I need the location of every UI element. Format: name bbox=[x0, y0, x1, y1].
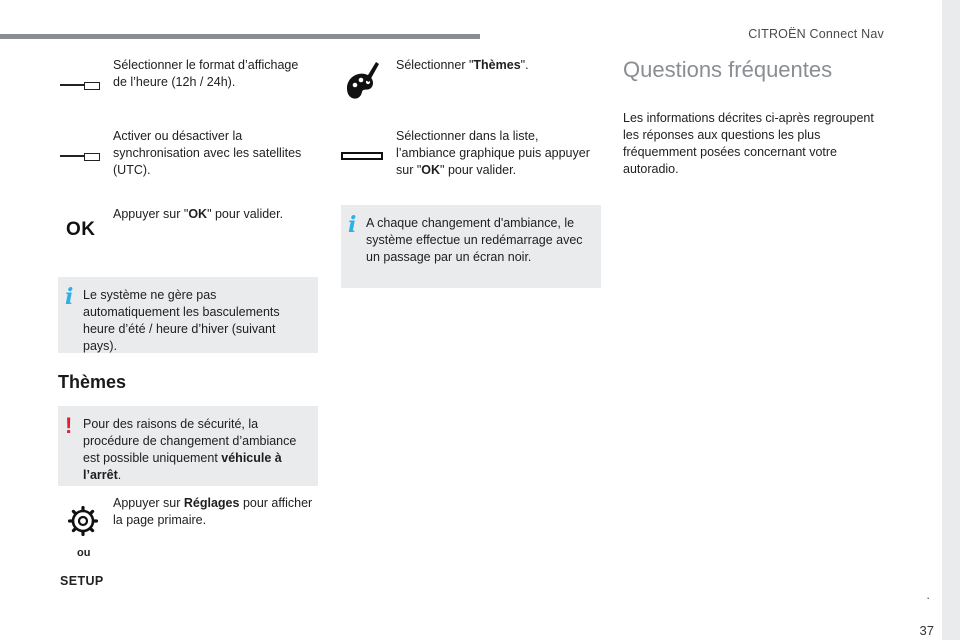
info-note-dst bbox=[58, 277, 318, 353]
faq-heading: Questions fréquentes bbox=[623, 57, 833, 82]
exclamation-icon: ! bbox=[65, 413, 73, 438]
palette-icon bbox=[343, 58, 383, 102]
gear-icon bbox=[68, 506, 98, 536]
step-time-format: Sélectionner le format d’affichage de l’heure (12h / 24h). bbox=[113, 58, 299, 89]
step-settings: Appuyer sur Réglages pour afficher la page primaire. bbox=[113, 496, 313, 527]
header-rule bbox=[0, 34, 480, 39]
info-icon: i bbox=[65, 284, 74, 310]
step-ok: Appuyer sur "OK" pour valider. bbox=[113, 207, 284, 221]
time-format-control-icon bbox=[60, 84, 100, 86]
faq-intro: Les informations décrites ci-après regroupent les réponses aux questions les plus fréquemment posées concernant votre autoradio. bbox=[623, 111, 874, 176]
setup-label: SETUP bbox=[60, 574, 104, 588]
step-sync: Activer ou désactiver la synchronisation avec les satellites (UTC). bbox=[113, 129, 302, 177]
info-icon: i bbox=[348, 212, 357, 238]
warning-note-themes bbox=[58, 406, 318, 486]
step-select-themes: Sélectionner "Thèmes". bbox=[396, 58, 529, 72]
page-number: 37 bbox=[919, 623, 934, 638]
info-note-ambiance-text: A chaque changement d'ambiance, le système effectue un redémarrage avec un passage par un écran noir. bbox=[366, 216, 583, 264]
info-note-ambiance bbox=[341, 205, 601, 288]
themes-heading: Thèmes bbox=[58, 372, 127, 392]
ok-key-icon: OK bbox=[66, 219, 96, 240]
brand-name: CITROËN Connect Nav bbox=[748, 27, 884, 41]
warning-note-themes-text: Pour des raisons de sécurité, la procédure de changement d’ambiance est possible uniquement véhicule à l’arrêt. bbox=[83, 417, 297, 482]
side-strip bbox=[942, 0, 960, 640]
step-select-ambiance: Sélectionner dans la liste, l’ambiance graphique puis appuyer sur "OK" pour valider. bbox=[396, 129, 590, 177]
info-note-dst-text: Le système ne gère pas automatiquement les basculements heure d’été / heure d’hiver (suivant pays). bbox=[83, 288, 280, 353]
sync-toggle-icon bbox=[60, 155, 100, 157]
page-marker: . bbox=[926, 587, 930, 602]
or-label: ou bbox=[77, 547, 91, 559]
list-selector-icon bbox=[341, 152, 383, 160]
